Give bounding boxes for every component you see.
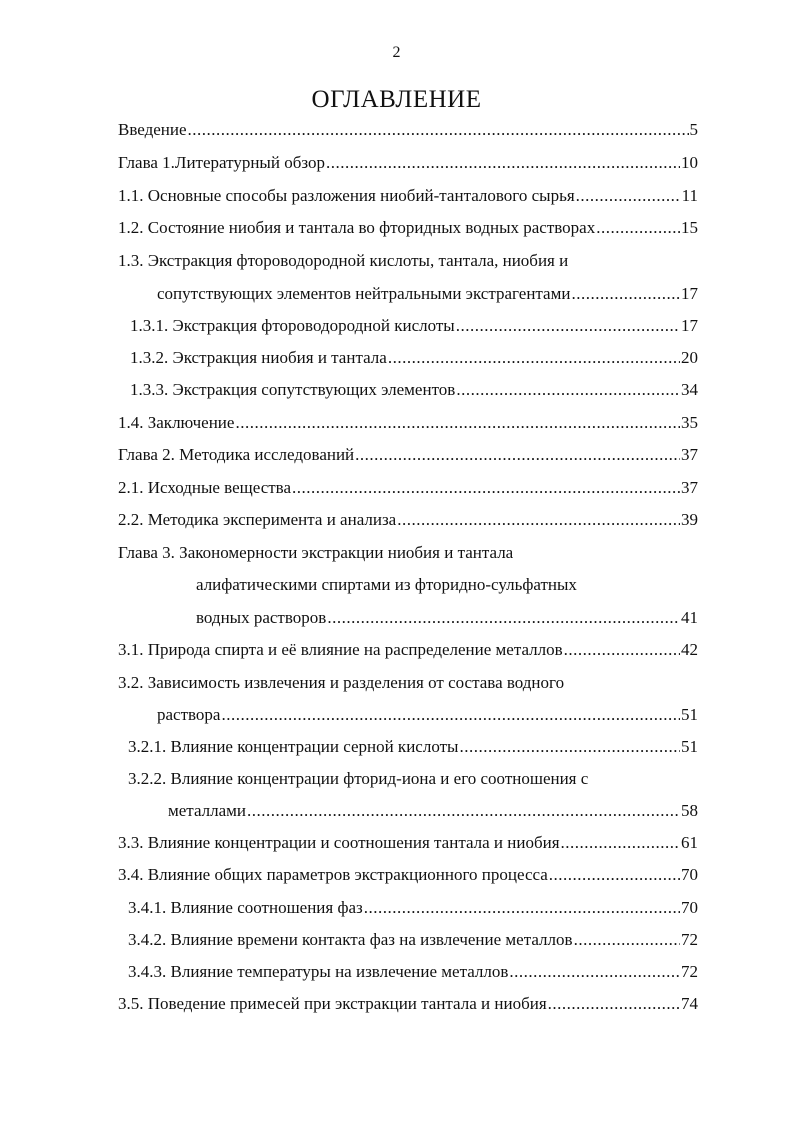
leader-dots [292, 476, 680, 500]
toc-entry-1-2 [118, 216, 698, 240]
toc-entry-text: 2.1. Исходные вещества [118, 478, 292, 497]
toc-entry-2-1 [118, 476, 698, 500]
toc-entry-1-4 [118, 411, 698, 435]
toc-entry-chapter-3 [196, 606, 698, 630]
leader-dots [549, 863, 680, 887]
toc-title: ОГЛАВЛЕНИЕ [311, 86, 482, 113]
toc-entry-chapter-3-line1: Глава 3. Закономерности экстракции ниобия и тантала [118, 543, 514, 562]
leader-dots [364, 896, 680, 920]
toc-entry-3-2-1 [128, 735, 698, 759]
toc-entry-3-5 [118, 992, 698, 1016]
leader-dots [564, 638, 680, 662]
toc-entry-3-2-line1: 3.2. Зависимость извлечения и разделения от состава водного [118, 673, 565, 692]
leader-dots [576, 184, 681, 208]
toc-entry-3-2-2-line1: 3.2.2. Влияние концентрации фторид-иона и его соотношения с [128, 769, 589, 788]
toc-entry-1-3-1 [130, 314, 698, 338]
leader-dots [456, 378, 680, 402]
leader-dots [574, 928, 680, 952]
toc-entry-text: водных растворов [196, 608, 327, 627]
toc-entry-3-3 [118, 831, 698, 855]
toc-entry-text: раствора [157, 705, 221, 724]
toc-entry-page: 11 [681, 186, 698, 205]
toc-entry-text: 1.3.1. Экстракция фтороводородной кислоты [130, 316, 455, 335]
toc-entry-text: 3.4.1. Влияние соотношения фаз [128, 898, 363, 917]
toc-entry-page: 34 [681, 380, 698, 399]
leader-dots [355, 443, 680, 467]
toc-entry-page: 58 [681, 801, 698, 820]
leader-dots [456, 314, 680, 338]
toc-entry-page: 51 [681, 705, 698, 724]
leader-dots [388, 346, 680, 370]
toc-entry-page: 41 [681, 608, 698, 627]
toc-entry-1-3 [157, 282, 698, 306]
toc-entry-text: 3.1. Природа спирта и её влияние на распределение металлов [118, 640, 563, 659]
toc-entry-page: 35 [681, 413, 698, 432]
toc-entry-text: Глава 1.Литературный обзор [118, 153, 325, 172]
leader-dots [571, 282, 680, 306]
toc-entry-1-3-2 [130, 346, 698, 370]
leader-dots [561, 831, 680, 855]
toc-entry-page: 42 [681, 640, 698, 659]
toc-entry-text: 1.3.2. Экстракция ниобия и тантала [130, 348, 387, 367]
leader-dots [459, 735, 680, 759]
toc-entry-chapter-1 [118, 151, 698, 175]
toc-entry-text: металлами [168, 801, 247, 820]
leader-dots [548, 992, 680, 1016]
leader-dots [188, 118, 689, 142]
toc-entry-page: 72 [681, 962, 698, 981]
toc-entry-intro [118, 118, 698, 142]
toc-entry-3-1 [118, 638, 698, 662]
toc-entry-text: 3.3. Влияние концентрации и соотношения тантала и ниобия [118, 833, 560, 852]
toc-entry-page: 72 [681, 930, 698, 949]
toc-entry-3-2-2 [168, 799, 698, 823]
toc-entry-text: Глава 2. Методика исследований [118, 445, 355, 464]
toc-entry-3-4 [118, 863, 698, 887]
toc-entry-text: Введение [118, 120, 187, 139]
toc-entry-page: 37 [681, 445, 698, 464]
toc-entry-text: 3.5. Поведение примесей при экстракции тантала и ниобия [118, 994, 547, 1013]
toc-entry-page: 70 [681, 865, 698, 884]
leader-dots [327, 606, 680, 630]
toc-entry-text: 3.2.1. Влияние концентрации серной кислоты [128, 737, 459, 756]
toc-entry-page: 70 [681, 898, 698, 917]
leader-dots [247, 799, 680, 823]
toc-entry-page: 10 [681, 153, 698, 172]
toc-entry-1-3-line1: 1.3. Экстракция фтороводородной кислоты, тантала, ниобия и [118, 251, 569, 270]
toc-entry-page: 74 [681, 994, 698, 1013]
toc-entry-3-2 [157, 703, 698, 727]
toc-entry-3-4-1 [128, 896, 698, 920]
toc-entry-page: 15 [681, 218, 698, 237]
toc-entry-page: 17 [681, 316, 698, 335]
toc-entry-3-4-2 [128, 928, 698, 952]
toc-entry-1-1 [118, 184, 698, 208]
toc-entry-text: 2.2. Методика эксперимента и анализа [118, 510, 397, 529]
leader-dots [235, 411, 680, 435]
toc-entry-1-3-3 [130, 378, 698, 402]
leader-dots [509, 960, 680, 984]
toc-entry-page: 5 [689, 120, 698, 139]
page-number: 2 [392, 44, 401, 61]
leader-dots [397, 508, 680, 532]
toc-entry-text: 1.2. Состояние ниобия и тантала во фторидных водных растворах [118, 218, 596, 237]
toc-entry-text: 1.4. Заключение [118, 413, 235, 432]
toc-entry-chapter-3-line2: алифатическими спиртами из фторидно-сульфатных [196, 575, 577, 594]
toc-entry-page: 39 [681, 510, 698, 529]
toc-entry-2-2 [118, 508, 698, 532]
toc-entry-page: 20 [681, 348, 698, 367]
toc-entry-text: сопутствующих элементов нейтральными экстрагентами [157, 284, 571, 303]
toc-entry-chapter-2 [118, 443, 698, 467]
toc-entry-page: 51 [681, 737, 698, 756]
leader-dots [221, 703, 680, 727]
toc-entry-text: 1.1. Основные способы разложения ниобий-танталового сырья [118, 186, 575, 205]
toc-entry-page: 17 [681, 284, 698, 303]
toc-entry-text: 3.4.2. Влияние времени контакта фаз на извлечение металлов [128, 930, 573, 949]
toc-entry-text: 1.3.3. Экстракция сопутствующих элементов [130, 380, 456, 399]
toc-entry-text: 3.4.3. Влияние температуры на извлечение металлов [128, 962, 509, 981]
toc-entry-3-4-3 [128, 960, 698, 984]
toc-entry-text: 3.4. Влияние общих параметров экстракционного процесса [118, 865, 548, 884]
toc-entry-page: 61 [681, 833, 698, 852]
toc-entry-page: 37 [681, 478, 698, 497]
leader-dots [596, 216, 680, 240]
leader-dots [326, 151, 680, 175]
